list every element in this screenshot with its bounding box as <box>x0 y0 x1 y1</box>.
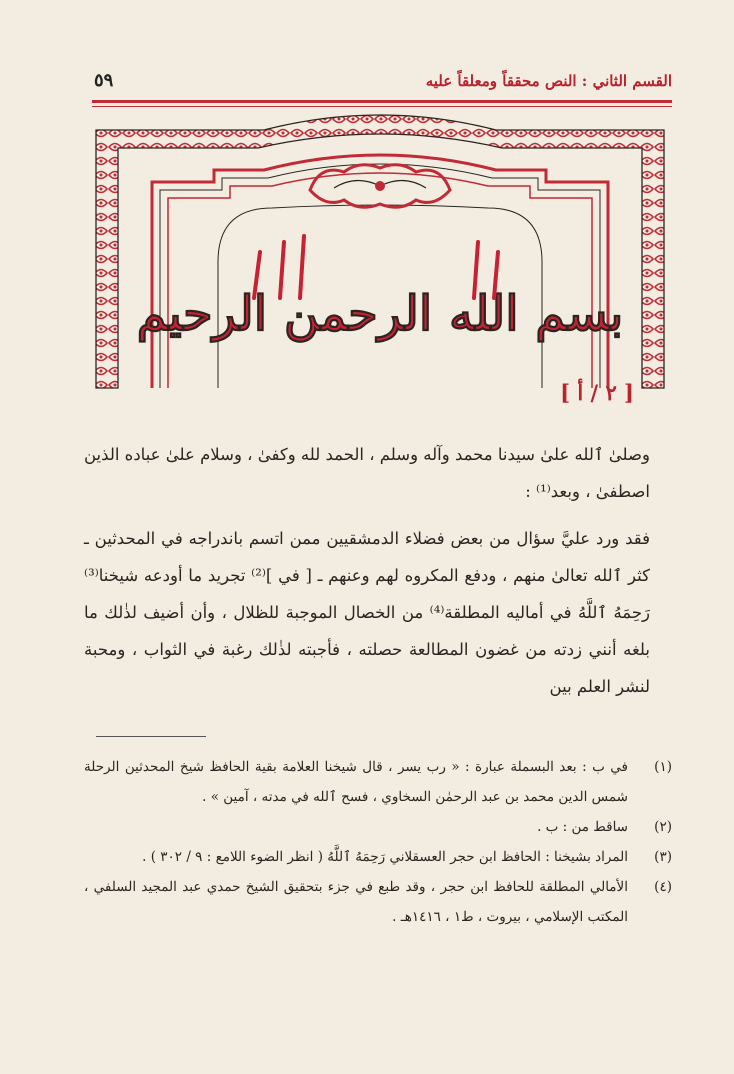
text-paragraph-2: فقد ورد عليَّ سؤال من بعض فضلاء الدمشقيين ممن اتسم باندراجه في المحدثين ـ كثر ٱلله تعالىٰ منهم ، ودفع المكروه لهم وعنهم ـ [ في ]⁽²⁾ تجريد ما أودعه شيخنا⁽³⁾ رَحِمَهُ ٱللَّهُ في أماليه المطلقة⁽⁴⁾ من الخصال الموجبة للظلال ، وأن أضيف لذٰلك ما بلغه أنني زدته من غضون المطالعة حصلته ، فأجبته لذٰلك رغبة في الثواب ، ومحبة لنشر العلم بين <box>84 529 651 696</box>
header-rule-thin <box>92 106 672 107</box>
footnote-item <box>84 842 672 872</box>
footnote-text: ساقط من : ب . <box>537 819 628 835</box>
footnote-item <box>84 752 672 812</box>
footnote-separator <box>96 736 206 737</box>
footnote-number: (١) <box>654 759 672 775</box>
text-paragraph-1: وصلىٰ ٱلله علىٰ سيدنا محمد وآله وسلم ، الحمد لله وكفىٰ ، وسلام علىٰ عباده الذين اصطفىٰ ، وبعد⁽¹⁾ : <box>84 445 650 501</box>
basmala-calligraphy: بسم الله الرحمن الرحيم <box>136 286 624 342</box>
footnote-text: المراد بشيخنا : الحافظ ابن حجر العسقلاني رَحِمَهُ ٱللَّهُ ( انظر الضوء اللامع : ٩ / ٣٠٢ ) . <box>142 849 628 865</box>
ornamental-frame <box>94 112 666 392</box>
footnote-number: (٤) <box>654 879 672 895</box>
page-number: ٥٩ <box>94 70 114 91</box>
footnote-number: (٢) <box>654 819 672 835</box>
section-title: القسم الثاني : النص محققاً ومعلقاً عليه <box>425 72 672 90</box>
folio-marker: [ ٢ / أ ] <box>560 380 634 405</box>
footnotes <box>84 752 672 932</box>
footnote-item <box>84 812 672 842</box>
header-rule-thick <box>92 100 672 103</box>
footnote-text: الأمالي المطلقة للحافظ ابن حجر ، وقد طبع في جزء بتحقيق الشيخ حمدي عبد المجيد السلفي ، المكتب الإسلامي ، بيروت ، ط١ ، ١٤١٦هـ . <box>84 879 628 925</box>
footnote-item <box>84 872 672 932</box>
footnote-number: (٣) <box>654 849 672 865</box>
running-header <box>92 68 672 98</box>
main-text <box>84 436 650 705</box>
footnote-text: في ب : بعد البسملة عبارة : « رب يسر ، قال شيخنا العلامة بقية الحافظ شيخ المحدثين الرحلة شمس الدين محمد بن عبد الرحمٰن السخاوي ، فسح ٱلله في مدته ، آمين » . <box>84 759 628 805</box>
arch-ornament <box>310 165 450 207</box>
